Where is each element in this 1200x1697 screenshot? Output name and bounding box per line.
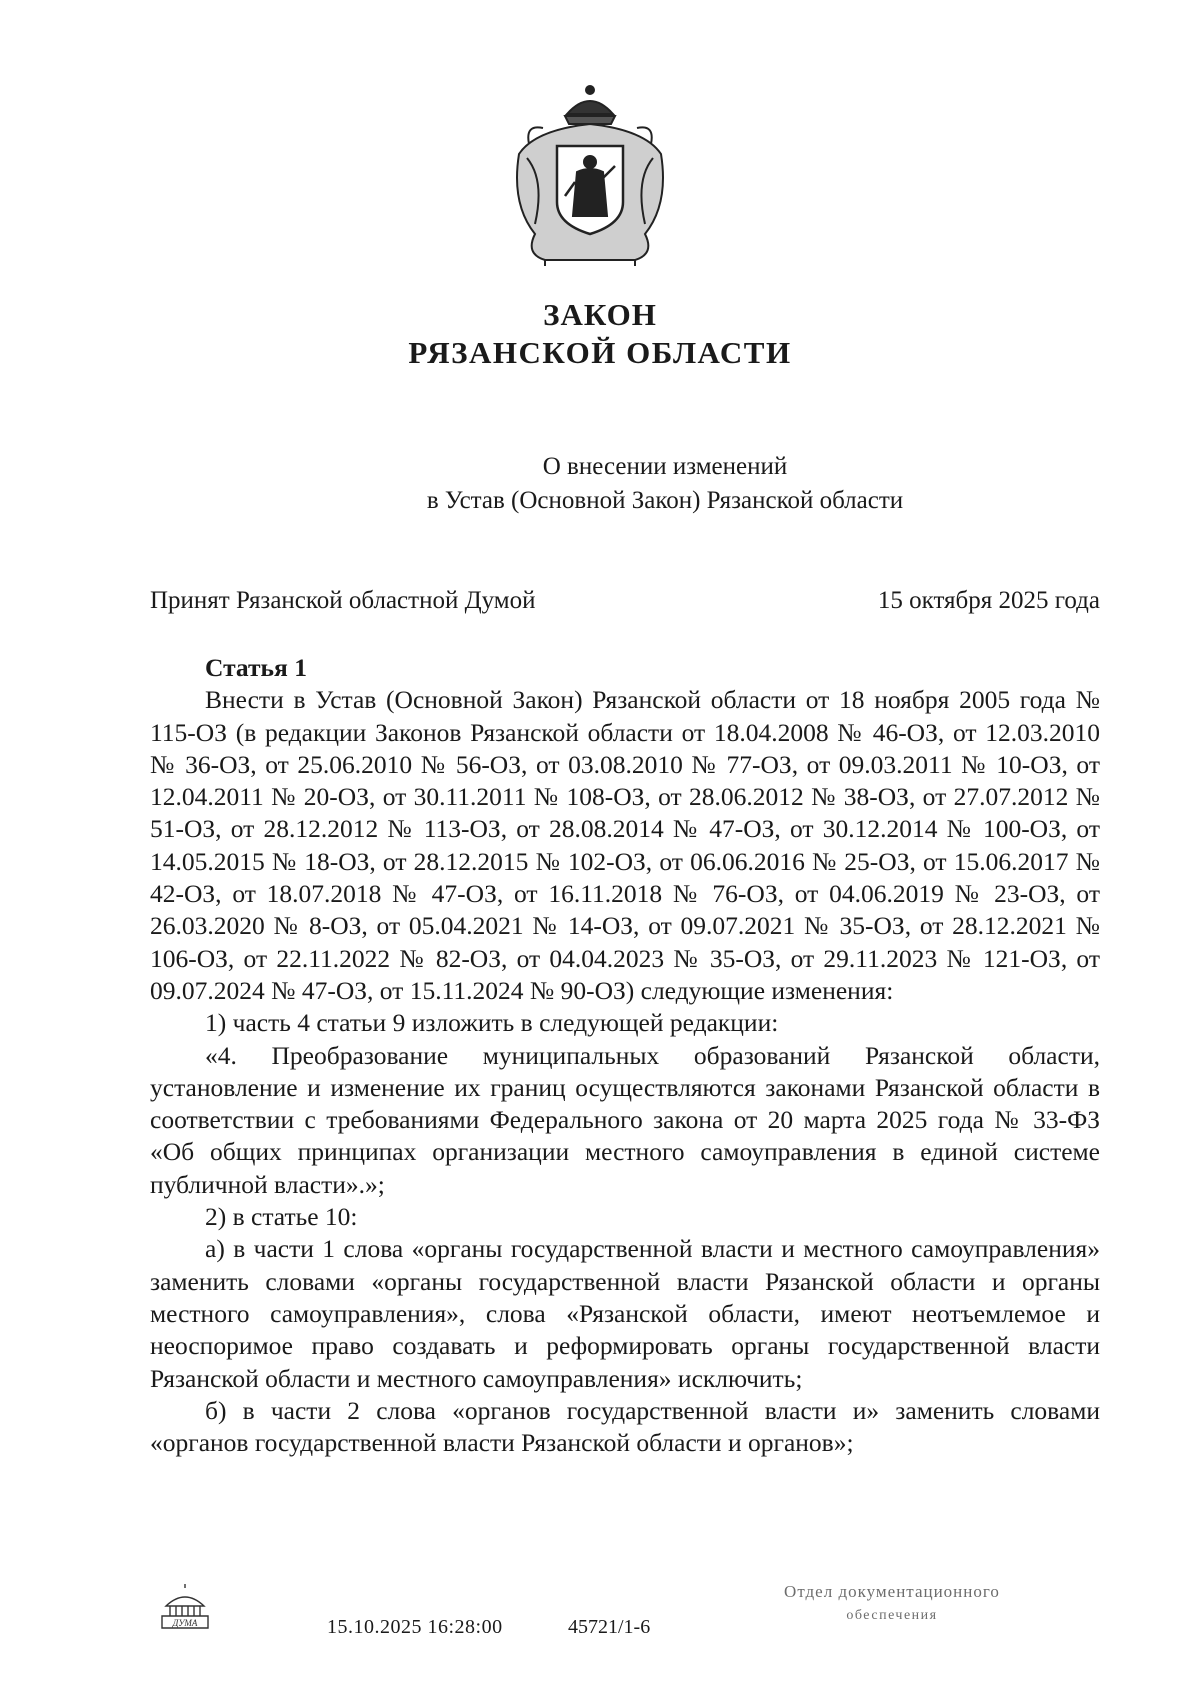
registration-number: 45721/1-6	[568, 1616, 651, 1638]
article-heading: Статья 1	[205, 653, 307, 682]
footer	[0, 1580, 1200, 1660]
law-subject-line2: в Устав (Основной Закон) Рязанской области	[426, 487, 904, 514]
registration-timestamp: 15.10.2025 16:28:00	[327, 1616, 503, 1638]
adopted-by: Принят Рязанской областной Думой	[150, 587, 536, 614]
duma-logo-icon	[158, 1584, 212, 1630]
adoption-line	[150, 584, 1100, 618]
item-1-text: «4. Преобразование муниципальных образований Рязанской области, установление и изменение их границ осуществляются законами Рязанской области в соответствии с требованиями Федерального закона от 20 марта 2025 года № 33-ФЗ «Об общих принципах организации местного самоуправления в единой системе публичной власти».»;	[150, 1040, 1100, 1199]
coat-of-arms-icon	[505, 84, 675, 266]
department-stamp-line2: обеспечения	[846, 1608, 938, 1623]
adoption-date: 15 октября 2025 года	[877, 587, 1100, 614]
law-subject-line1: О внесении изменений	[542, 453, 788, 480]
item-1: 1) часть 4 статьи 9 изложить в следующей редакции:	[205, 1008, 779, 1038]
article-1	[150, 652, 1100, 1459]
item-2: 2) в статье 10:	[205, 1202, 358, 1232]
duma-logo-text: ДУМА	[172, 1618, 198, 1628]
department-stamp-line1: Отдел документационного	[784, 1582, 1000, 1601]
department-stamp	[742, 1580, 1042, 1628]
item-2a: а) в части 1 слова «органы государственной власти и местного самоуправления» заменить словами «органы государственной власти Рязанской области и органы местного самоуправления», слова «Рязанской области, имеют неотъемлемое и неоспоримое право создавать и реформировать органы государственной власти Рязанской области и местного самоуправления» исключить;	[150, 1234, 1100, 1393]
item-2b: б) в части 2 слова «органов государственной власти и» заменить словами «органов государственной власти Рязанской области и органов»;	[150, 1395, 1100, 1458]
law-region-title: РЯЗАНСКОЙ ОБЛАСТИ	[408, 335, 792, 370]
article-intro: Внести в Устав (Основной Закон) Рязанской области от 18 ноября 2005 года № 115-ОЗ (в редакции Законов Рязанской области от 18.04.2008 № 46-ОЗ, от 12.03.2010 № 36-ОЗ, от 25.06.2010 № 56-ОЗ, от 03.08.2010 № 77-ОЗ, от 09.03.2011 № 10-ОЗ, от 12.04.2011 № 20-ОЗ, от 30.11.2011 № 108-ОЗ, от 28.06.2012 № 38-ОЗ, от 27.07.2012 № 51-ОЗ, от 28.12.2012 № 113-ОЗ, от 28.08.2014 № 47-ОЗ, от 30.12.2014 № 100-ОЗ, от 14.05.2015 № 18-ОЗ, от 28.12.2015 № 102-ОЗ, от 06.06.2016 № 25-ОЗ, от 15.06.2017 № 42-ОЗ, от 18.07.2018 № 47-ОЗ, от 16.11.2018 № 76-ОЗ, от 04.06.2019 № 23-ОЗ, от 26.03.2020 № 8-ОЗ, от 05.04.2021 № 14-ОЗ, от 09.07.2021 № 35-ОЗ, от 28.12.2021 № 106-ОЗ, от 22.11.2022 № 82-ОЗ, от 04.04.2023 № 35-ОЗ, от 29.11.2023 № 121-ОЗ, от 09.07.2024 № 47-ОЗ, от 15.11.2024 № 90-ОЗ) следующие изменения:	[150, 685, 1100, 1005]
law-title: ЗАКОН	[543, 297, 657, 332]
